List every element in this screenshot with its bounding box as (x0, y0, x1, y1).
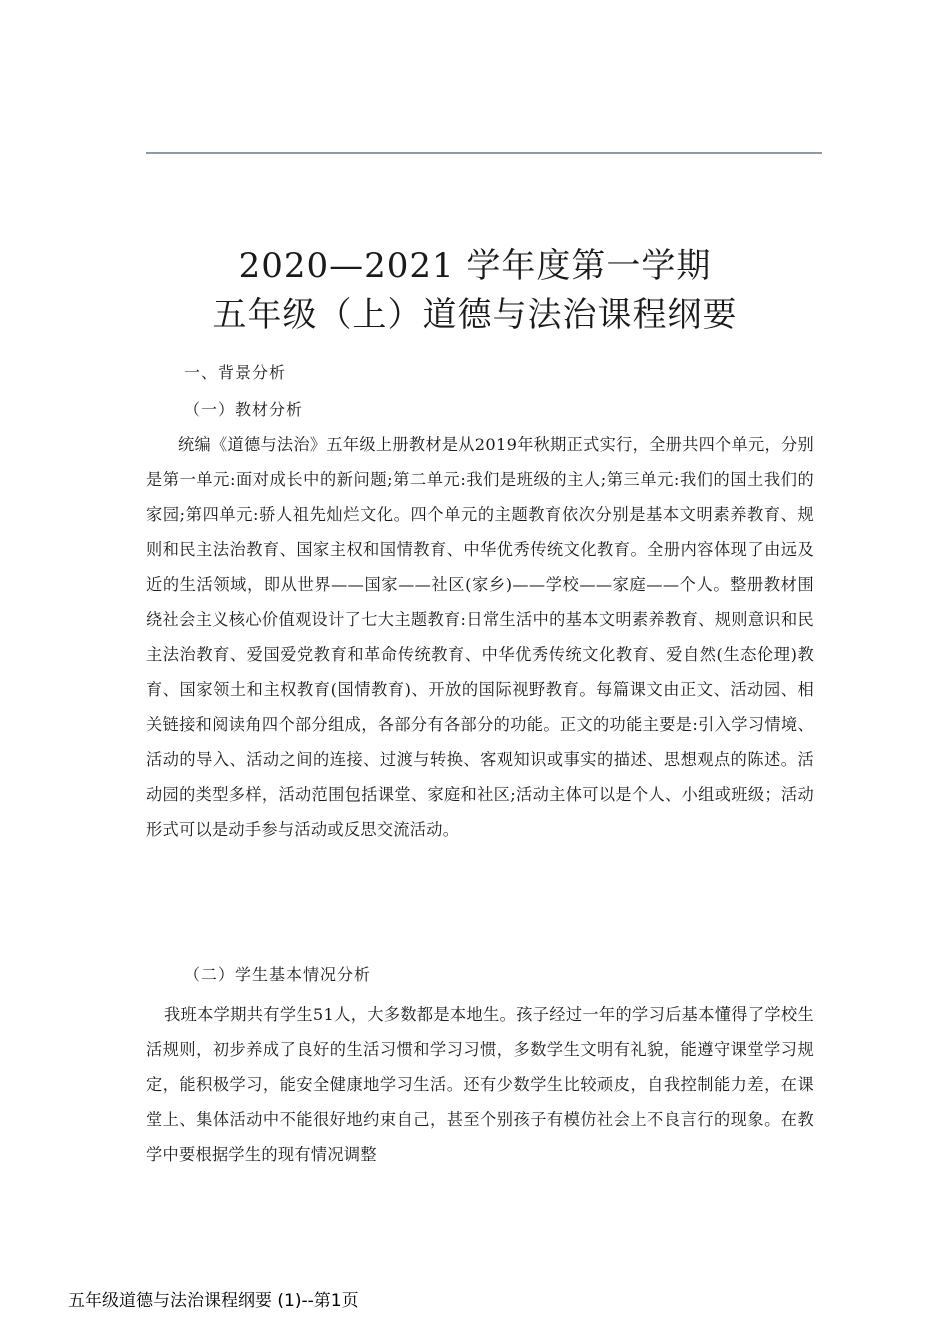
textbook-analysis-paragraph: 统编《道德与法治》五年级上册教材是从2019年秋期正式实行，全册共四个单元，分别是第一单元:面对成长中的新问题;第二单元:我们是班级的主人;第三单元:我们的国土我们的家园;第四单元:骄人祖先灿烂文化。四个单元的主题教育依次分别是基本文明素养教育、规则和民主法治教育、国家主权和国情教育、中华优秀传统文化教育。全册内容体现了由远及近的生活领域，即从世界——国家——社区(家乡)——学校——家庭——个人。整册教材围绕社会主义核心价值观设计了七大主题教育:日常生活中的基本文明素养教育、规则意识和民主法治教育、爱国爱党教育和革命传统教育、中华优秀传统文化教育、爱自然(生态伦理)教育、国家领土和主权教育(国情教育)、开放的国际视野教育。每篇课文由正文、活动园、相关链接和阅读角四个部分组成，各部分有各部分的功能。正文的功能主要是:引入学习情境、活动的导入、活动之间的连接、过渡与转换、客观知识或事实的描述、思想观点的陈述。活动园的类型多样，活动范围包括课堂、家庭和社区;活动主体可以是个人、小组或班级；活动形式可以是动手参与活动或反思交流活动。 (146, 435, 814, 839)
page-footer: 五年级道德与法治课程纲要 (1)--第1页 (68, 1291, 359, 1311)
document-title-line1: 2020—2021 学年度第一学期 (238, 246, 712, 286)
document-title-line2: 五年级（上）道德与法治课程纲要 (212, 295, 738, 335)
section-heading-background: 一、背景分析 (184, 363, 287, 382)
subsection-heading-textbook: （一）教材分析 (184, 400, 304, 419)
student-analysis-paragraph: 我班本学期共有学生51人，大多数都是本地生。孩子经过一年的学习后基本懂得了学校生活规则，初步养成了良好的生活习惯和学习习惯，多数学生文明有礼貌，能遵守课堂学习规定，能积极学习，能安全健康地学习生活。还有少数学生比较顽皮，自我控制能力差，在课堂上、集体活动中不能很好地约束自己，甚至个别孩子有模仿社会上不良言行的现象。在教学中要根据学生的现有情况调整 (146, 1005, 814, 1164)
header-rule (146, 152, 822, 154)
subsection-heading-students: （二）学生基本情况分析 (184, 965, 372, 984)
